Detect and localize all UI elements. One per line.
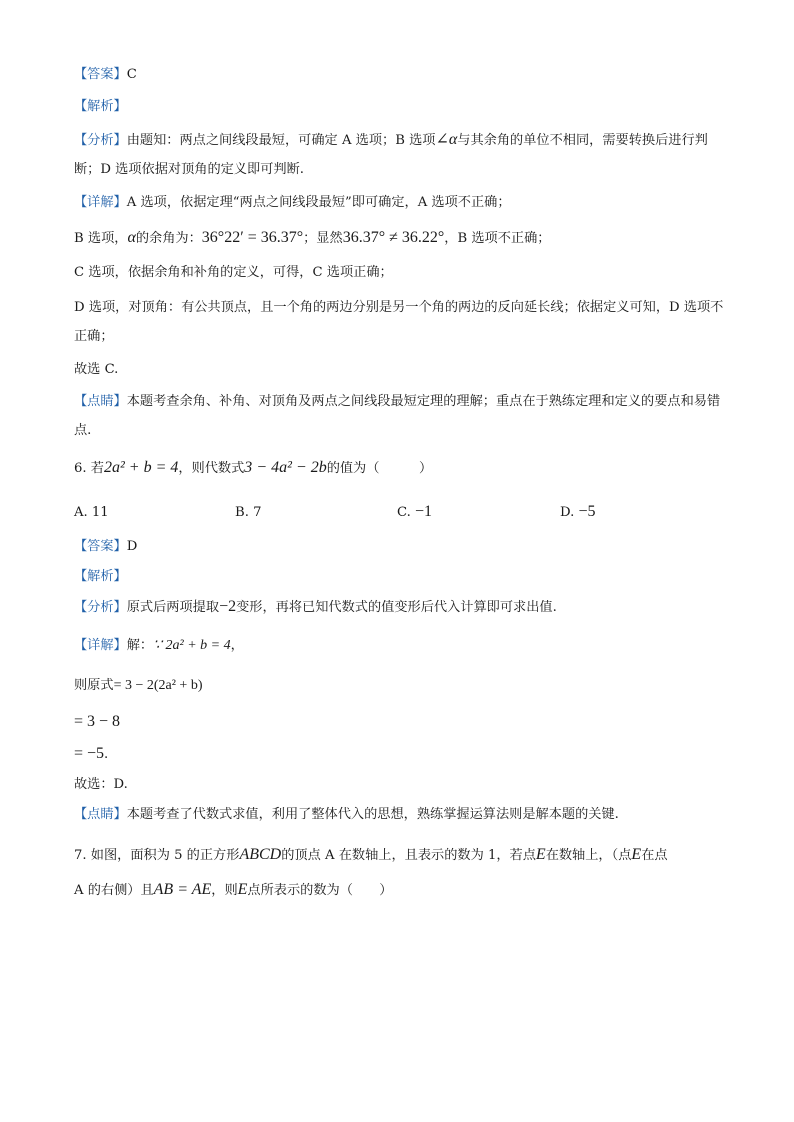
- q5-jiexi-line: [74, 98, 127, 116]
- q7-text-3: 在数轴上，（点: [545, 848, 632, 863]
- xiangjie-text-1: 解：: [126, 638, 154, 653]
- q6-stem-text-1: 6. 若: [74, 461, 104, 476]
- option-value: 7: [253, 505, 262, 520]
- point-e-math: E: [535, 846, 546, 863]
- dianjing-tag: 【点睛】: [74, 394, 127, 409]
- dianjing-text: 本题考查余角、补角、对顶角及两点之间线段最短定理的理解；重点在于熟练定理和定义的要点和易错点.: [74, 394, 721, 438]
- option-label: D.: [560, 505, 579, 520]
- q6-stem: [74, 459, 432, 478]
- q6-step-3: [74, 745, 108, 764]
- q6-option-c: [397, 503, 432, 521]
- q5-choose-line: 故选 C.: [74, 362, 119, 377]
- option-label: A.: [74, 505, 92, 520]
- q6-given-equation: 2a² + b = 4: [103, 459, 179, 476]
- q7-stem-line-2: [74, 881, 392, 900]
- q6-stem-text-2: ，则代数式: [178, 461, 245, 476]
- fenxi-tag: 【分析】: [74, 133, 127, 148]
- xiangjie-text-2: ，: [230, 638, 244, 653]
- q6-jiexi-line: [74, 568, 127, 586]
- q7-text-5: A 的右侧）且: [74, 883, 154, 898]
- dianjing-text: 本题考查了代数式求值，利用了整体代入的思想，熟练掌握运算法则是解本题的关键.: [126, 807, 619, 822]
- q6-xiangjie-line: [74, 637, 244, 655]
- option-label: B.: [235, 505, 254, 520]
- alpha-math: α: [127, 229, 136, 246]
- point-e-math: E: [237, 881, 248, 898]
- fenxi-text-2: 与其余角的单位不相同，需要转换后进行判断；D 选项依据对顶角的定义即可判断.: [74, 133, 708, 177]
- answer-value: C: [126, 67, 137, 82]
- q6-dianjing-line: [74, 806, 619, 824]
- b-text-2: 的余角为：: [135, 231, 202, 246]
- fenxi-text-1: 由题知：两点之间线段最短，可确定 A 选项；B 选项: [126, 133, 436, 148]
- answer-value: D: [126, 539, 138, 554]
- q7-text-6: ，则: [211, 883, 238, 898]
- b-text-4: ，B 选项不正确；: [444, 231, 551, 246]
- q6-step-1: [74, 677, 202, 695]
- square-name-math: ABCD: [239, 846, 282, 863]
- xiangjie-text: A 选项，依据定理“两点之间线段最短”即可确定，A 选项不正确；: [126, 195, 511, 210]
- q5-fenxi-paragraph: [74, 125, 724, 184]
- q5-option-d-paragraph: D 选项，对顶角：有公共顶点，且一个角的两边分别是另一个角的两边的反向延长线；依据定义可知，D 选项不正确；: [74, 300, 724, 344]
- step-3-math: = −5: [74, 745, 105, 762]
- q5-xiangjie-line: [74, 194, 511, 212]
- step-label: 则原式: [74, 678, 114, 693]
- step-1-math: = 3 − 2(2a² + b): [113, 678, 203, 693]
- option-label: C.: [397, 505, 416, 520]
- fenxi-tag: 【分析】: [74, 600, 127, 615]
- q6-expression: 3 − 4a² − 2b: [244, 459, 327, 476]
- q7-text-1: 7. 如图，面积为 5 的正方形: [74, 848, 240, 863]
- because-math: ∵ 2a² + b = 4: [153, 638, 231, 653]
- q5-option-c-line: C 选项，依据余角和补角的定义，可得，C 选项正确；: [74, 265, 393, 280]
- option-value: 11: [91, 505, 109, 520]
- answer-tag: 【答案】: [74, 539, 127, 554]
- factor-math: −2: [219, 598, 237, 615]
- b-text-1: B 选项，: [74, 231, 128, 246]
- fenxi-text-1: 原式后两项提取: [126, 600, 220, 615]
- b-text-3: ；显然: [303, 231, 343, 246]
- q7-text-7: 点所表示的数为（ ）: [247, 883, 393, 898]
- q7-stem-line-1: [74, 846, 668, 865]
- q5-option-b-line: [74, 229, 550, 248]
- q6-stem-text-3: 的值为（ ）: [326, 461, 433, 476]
- q7-text-2: 的顶点 A 在数轴上，且表示的数为 1，若点: [281, 848, 536, 863]
- option-value: −5: [578, 503, 596, 520]
- q6-option-b: [235, 505, 261, 520]
- q5-dianjing-paragraph: [74, 387, 724, 445]
- q7-text-4: 在点: [641, 848, 668, 863]
- dianjing-tag: 【点睛】: [74, 807, 127, 822]
- step-2-math: = 3 − 8: [74, 713, 121, 730]
- jiexi-tag: 【解析】: [74, 569, 127, 584]
- q6-fenxi-line: [74, 598, 557, 617]
- angle-alpha-math: ∠α: [435, 131, 458, 148]
- angle-inequality-math: 36.37° ≠ 36.22°: [342, 229, 445, 246]
- fenxi-text-2: 变形，再将已知代数式的值变形后代入计算即可求出值.: [236, 600, 557, 615]
- jiexi-tag: 【解析】: [74, 99, 127, 114]
- q6-answer-line: [74, 538, 137, 556]
- point-e-math: E: [631, 846, 642, 863]
- step-3-period: .: [104, 747, 109, 762]
- option-value: −1: [415, 503, 433, 520]
- answer-tag: 【答案】: [74, 67, 127, 82]
- xiangjie-tag: 【详解】: [74, 638, 127, 653]
- ab-ae-math: AB = AE: [153, 881, 212, 898]
- q6-option-d: [560, 503, 596, 521]
- q6-option-a: [74, 505, 109, 520]
- q5-answer-line: [74, 66, 137, 84]
- xiangjie-tag: 【详解】: [74, 195, 127, 210]
- angle-conversion-math: 36°22′ = 36.37°: [201, 229, 304, 246]
- q6-choose-line: 故选：D.: [74, 777, 128, 792]
- q6-step-2: [74, 713, 120, 732]
